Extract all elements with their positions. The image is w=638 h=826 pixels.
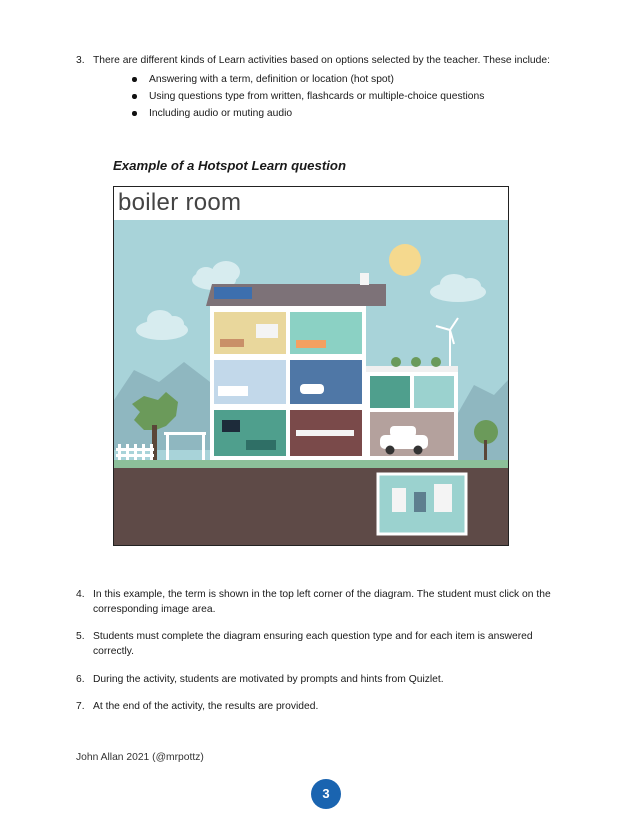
bed-icon [220,339,244,347]
item-number: 4. [76,589,85,600]
boiler-icon [392,488,406,512]
pergola [202,435,205,460]
bullet-dot-icon [132,77,137,82]
sofa-icon [246,440,276,450]
figure-caption: Example of a Hotspot Learn question [113,158,347,173]
pergola [164,432,206,435]
footer-author: John Allan 2021 (@mrpottz) [76,752,204,763]
bed-icon [218,386,248,396]
item-text: At the end of the activity, the results are provided. [93,701,319,712]
roof-terrace [366,366,458,372]
item-text: Students must complete the diagram ensuring each question type and for each item is answered correctly. [93,631,533,657]
house-cutaway-illustration[interactable] [114,220,508,545]
item-text: During the activity, students are motivated by prompts and hints from Quizlet. [93,674,444,685]
kitchen-counter [296,430,354,436]
bullet-text: Including audio or muting audio [149,108,293,119]
item-number: 6. [76,674,85,685]
boiler-icon [434,484,452,512]
room-bedroom-2 [214,360,286,404]
room-bathroom [290,360,362,404]
tv-icon [222,420,240,432]
bullet-list [132,71,572,122]
plant-icon [391,357,441,367]
term-label: boiler room [118,189,242,216]
item-text: There are different kinds of Learn activities based on options selected by the teacher. These include: [93,55,550,66]
bathtub-icon [300,384,324,394]
item-number: 7. [76,701,85,712]
item-number: 5. [76,631,85,642]
hotspot-diagram[interactable] [113,186,509,546]
solar-panel [214,287,252,299]
bullet-item [132,105,572,122]
bullet-dot-icon [132,111,137,116]
room-laundry [414,376,454,408]
bullet-text: Using questions type from written, flashcards or multiple-choice questions [149,91,485,102]
chimney [360,273,369,285]
grass [114,460,508,468]
page-number-badge: 3 [311,779,341,809]
sun-icon [389,244,421,276]
item-number: 3. [76,55,85,66]
room-office [370,376,410,408]
tank-icon [414,492,426,512]
bullet-item [132,88,572,105]
bullet-dot-icon [132,94,137,99]
item-text: In this example, the term is shown in the top left corner of the diagram. The student must click on the corresponding image area. [93,589,551,615]
window-icon [256,324,278,338]
pergola [166,435,169,460]
bullet-text: Answering with a term, definition or location (hot spot) [149,74,394,85]
bed-icon [296,340,326,348]
bullet-item [132,71,572,88]
